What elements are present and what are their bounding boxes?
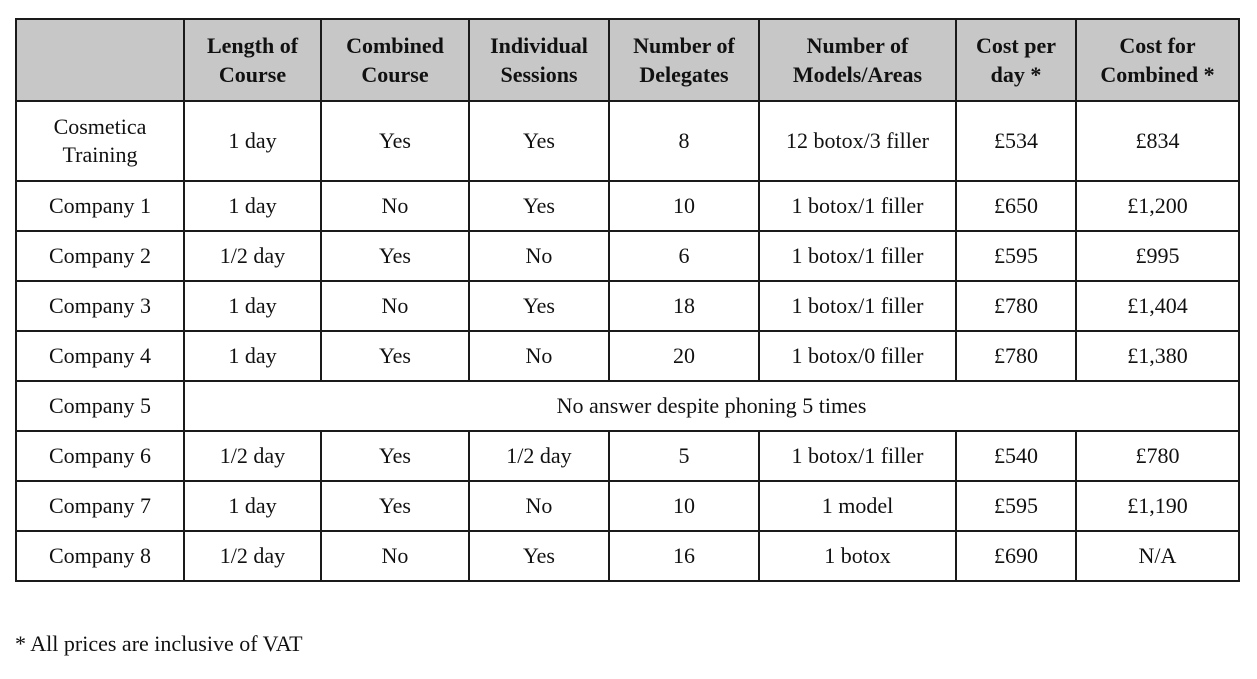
cell-cost-day: £780	[956, 281, 1076, 331]
cell-models: 1 botox/1 filler	[759, 181, 956, 231]
cell-delegates: 8	[609, 101, 759, 181]
cell-length: 1/2 day	[184, 531, 321, 581]
cell-delegates: 20	[609, 331, 759, 381]
cell-length: 1 day	[184, 281, 321, 331]
cell-individual: Yes	[469, 531, 609, 581]
row-name: Cosmetica Training	[16, 101, 184, 181]
cell-delegates: 16	[609, 531, 759, 581]
cell-models: 1 botox/1 filler	[759, 281, 956, 331]
row-name: Company 2	[16, 231, 184, 281]
row-name: Company 8	[16, 531, 184, 581]
cell-length: 1 day	[184, 181, 321, 231]
cell-delegates: 5	[609, 431, 759, 481]
row-name: Company 6	[16, 431, 184, 481]
cell-combined: No	[321, 281, 469, 331]
cell-combined: No	[321, 531, 469, 581]
cell-individual: Yes	[469, 281, 609, 331]
table-row	[16, 181, 1239, 231]
cell-length: 1/2 day	[184, 431, 321, 481]
cell-individual: No	[469, 481, 609, 531]
cell-combined: Yes	[321, 431, 469, 481]
cell-individual: No	[469, 331, 609, 381]
table-row	[16, 331, 1239, 381]
cell-delegates: 10	[609, 481, 759, 531]
cell-cost-day: £595	[956, 481, 1076, 531]
header-cost-for-combined: Cost for Combined *	[1076, 19, 1239, 101]
cell-delegates: 18	[609, 281, 759, 331]
row-name: Company 5	[16, 381, 184, 431]
table-row	[16, 101, 1239, 181]
header-number-of-delegates: Number of Delegates	[609, 19, 759, 101]
row-name: Company 7	[16, 481, 184, 531]
cell-individual: 1/2 day	[469, 431, 609, 481]
row-name: Company 1	[16, 181, 184, 231]
header-number-of-models: Number of Models/Areas	[759, 19, 956, 101]
table-row	[16, 231, 1239, 281]
cell-combined: Yes	[321, 331, 469, 381]
cell-combined: Yes	[321, 101, 469, 181]
cell-length: 1/2 day	[184, 231, 321, 281]
table-row	[16, 281, 1239, 331]
cell-cost-day: £540	[956, 431, 1076, 481]
table-row	[16, 531, 1239, 581]
cell-delegates: 6	[609, 231, 759, 281]
cell-combined: No	[321, 181, 469, 231]
cell-individual: No	[469, 231, 609, 281]
row-name: Company 4	[16, 331, 184, 381]
header-cost-per-day: Cost per day *	[956, 19, 1076, 101]
cell-cost-combined: N/A	[1076, 531, 1239, 581]
cell-cost-day: £534	[956, 101, 1076, 181]
cell-length: 1 day	[184, 481, 321, 531]
cell-cost-day: £690	[956, 531, 1076, 581]
comparison-table	[15, 18, 1240, 582]
cell-models: 1 model	[759, 481, 956, 531]
cell-combined: Yes	[321, 231, 469, 281]
header-empty	[16, 19, 184, 101]
header-row	[16, 19, 1239, 101]
cell-individual: Yes	[469, 101, 609, 181]
cell-no-answer-note: No answer despite phoning 5 times	[184, 381, 1239, 431]
cell-individual: Yes	[469, 181, 609, 231]
cell-models: 1 botox/1 filler	[759, 431, 956, 481]
cell-length: 1 day	[184, 101, 321, 181]
cell-models: 1 botox/0 filler	[759, 331, 956, 381]
header-combined-course: Combined Course	[321, 19, 469, 101]
table-row	[16, 481, 1239, 531]
header-length-of-course: Length of Course	[184, 19, 321, 101]
cell-cost-day: £780	[956, 331, 1076, 381]
cell-length: 1 day	[184, 331, 321, 381]
cell-cost-day: £595	[956, 231, 1076, 281]
cell-cost-combined: £995	[1076, 231, 1239, 281]
cell-models: 1 botox	[759, 531, 956, 581]
cell-delegates: 10	[609, 181, 759, 231]
cell-cost-combined: £1,404	[1076, 281, 1239, 331]
table-row	[16, 381, 1239, 431]
cell-models: 12 botox/3 filler	[759, 101, 956, 181]
cell-cost-day: £650	[956, 181, 1076, 231]
vat-footnote: * All prices are inclusive of VAT	[15, 631, 303, 656]
cell-combined: Yes	[321, 481, 469, 531]
table-row	[16, 431, 1239, 481]
header-individual-sessions: Individual Sessions	[469, 19, 609, 101]
cell-cost-combined: £1,190	[1076, 481, 1239, 531]
cell-cost-combined: £1,200	[1076, 181, 1239, 231]
cell-cost-combined: £834	[1076, 101, 1239, 181]
cell-cost-combined: £1,380	[1076, 331, 1239, 381]
row-name: Company 3	[16, 281, 184, 331]
cell-cost-combined: £780	[1076, 431, 1239, 481]
cell-models: 1 botox/1 filler	[759, 231, 956, 281]
